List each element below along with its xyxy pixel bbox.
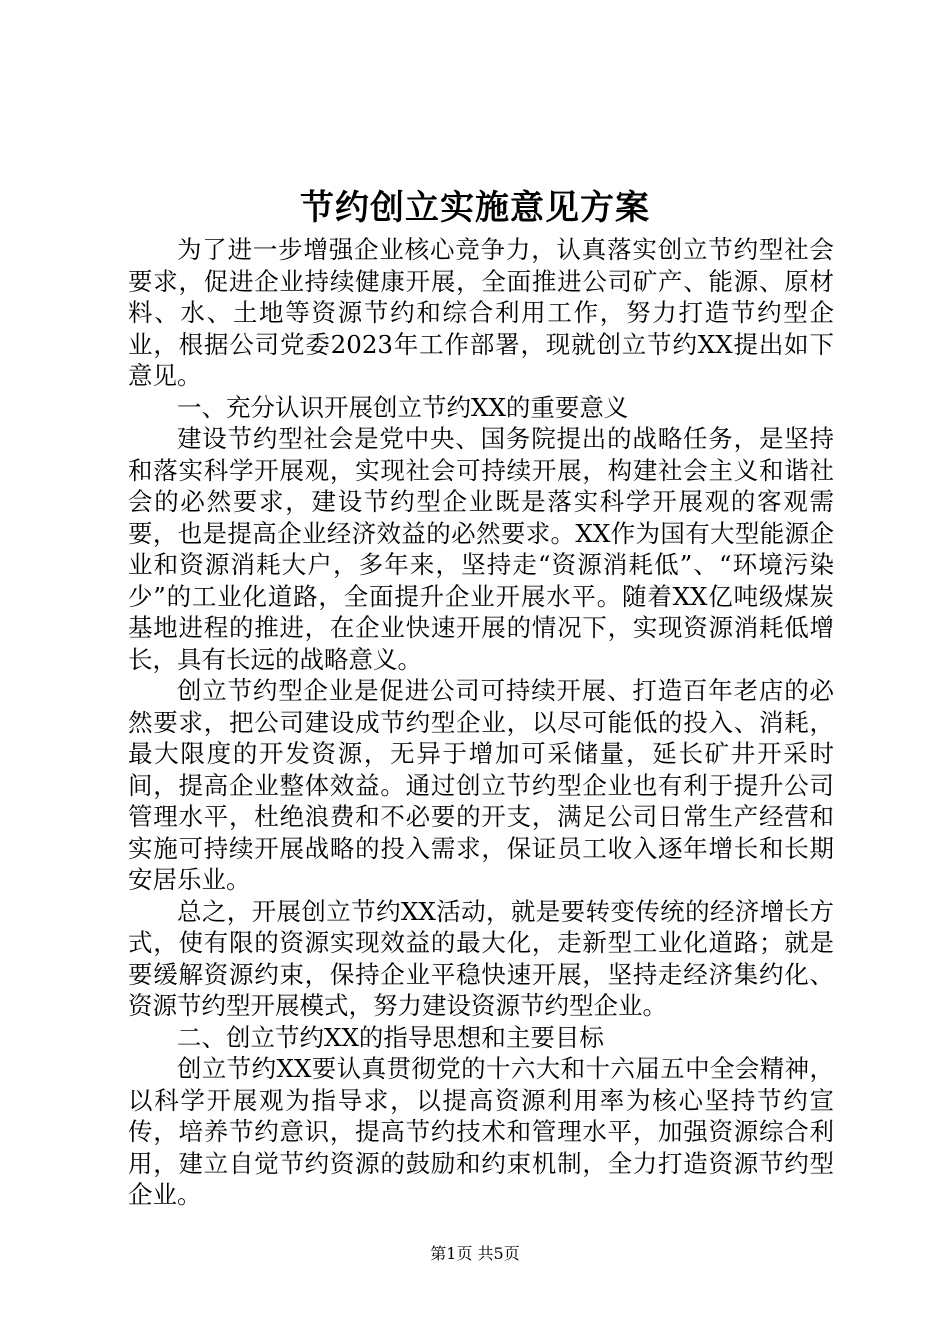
document-body (128, 234, 834, 1211)
section-heading-2: 二、创立节约XX的指导思想和主要目标 (177, 1022, 604, 1052)
paragraph-intro: 为了进一步增强企业核心竞争力，认真落实创立节约型社会要求，促进企业持续健康开展，全面推进公司矿产、能源、原材料、水、土地等资源节约和综合利用工作，努力打造节约型企业，根据公司党委2023年工作部署，现就创立节约XX提出如下意见。 (128, 235, 834, 390)
section-heading-1: 一、充分认识开展创立节约XX的重要意义 (177, 392, 629, 422)
paragraph-significance-2: 创立节约型企业是促进公司可持续开展、打造百年老店的必然要求，把公司建设成节约型企业，以尽可能低的投入、消耗，最大限度的开发资源，无异于增加可采储量，延长矿井开采时间，提高企业整体效益。通过创立节约型企业也有利于提升公司管理水平，杜绝浪费和不必要的开支，满足公司日常生产经营和实施可持续开展战略的投入需求，保证员工收入逐年增长和长期安居乐业。 (128, 676, 834, 894)
document-title: 节约创立实施意见方案 (300, 188, 650, 228)
paragraph-significance-1: 建设节约型社会是党中央、国务院提出的战略任务，是坚持和落实科学开展观，实现社会可持续开展，构建社会主义和谐社会的必然要求，建设节约型企业既是落实科学开展观的客观需要，也是提高企业经济效益的必然要求。XX作为国有大型能源企业和资源消耗大户，多年来，坚持走“资源消耗低”、“环境污染少”的工业化道路，全面提升企业开展水平。随着XX亿吨级煤炭基地进程的推进，在企业快速开展的情况下，实现资源消耗低增长，具有长远的战略意义。 (128, 424, 834, 674)
paragraph-summary: 总之，开展创立节约XX活动，就是要转变传统的经济增长方式，使有限的资源实现效益的最大化，走新型工业化道路；就是要缓解资源约束，保持企业平稳快速开展，坚持走经济集约化、资源节约型开展模式，努力建设资源节约型企业。 (128, 896, 834, 1020)
page-number-footer: 第1页 共5页 (430, 1244, 520, 1263)
paragraph-guiding-thought: 创立节约XX要认真贯彻党的十六大和十六届五中全会精神，以科学开展观为指导求，以提高资源利用率为核心坚持节约宣传，培养节约意识，提高节约技术和管理水平，加强资源综合利用，建立自觉节约资源的鼓励和约束机制，全力打造资源节约型企业。 (128, 1054, 834, 1209)
